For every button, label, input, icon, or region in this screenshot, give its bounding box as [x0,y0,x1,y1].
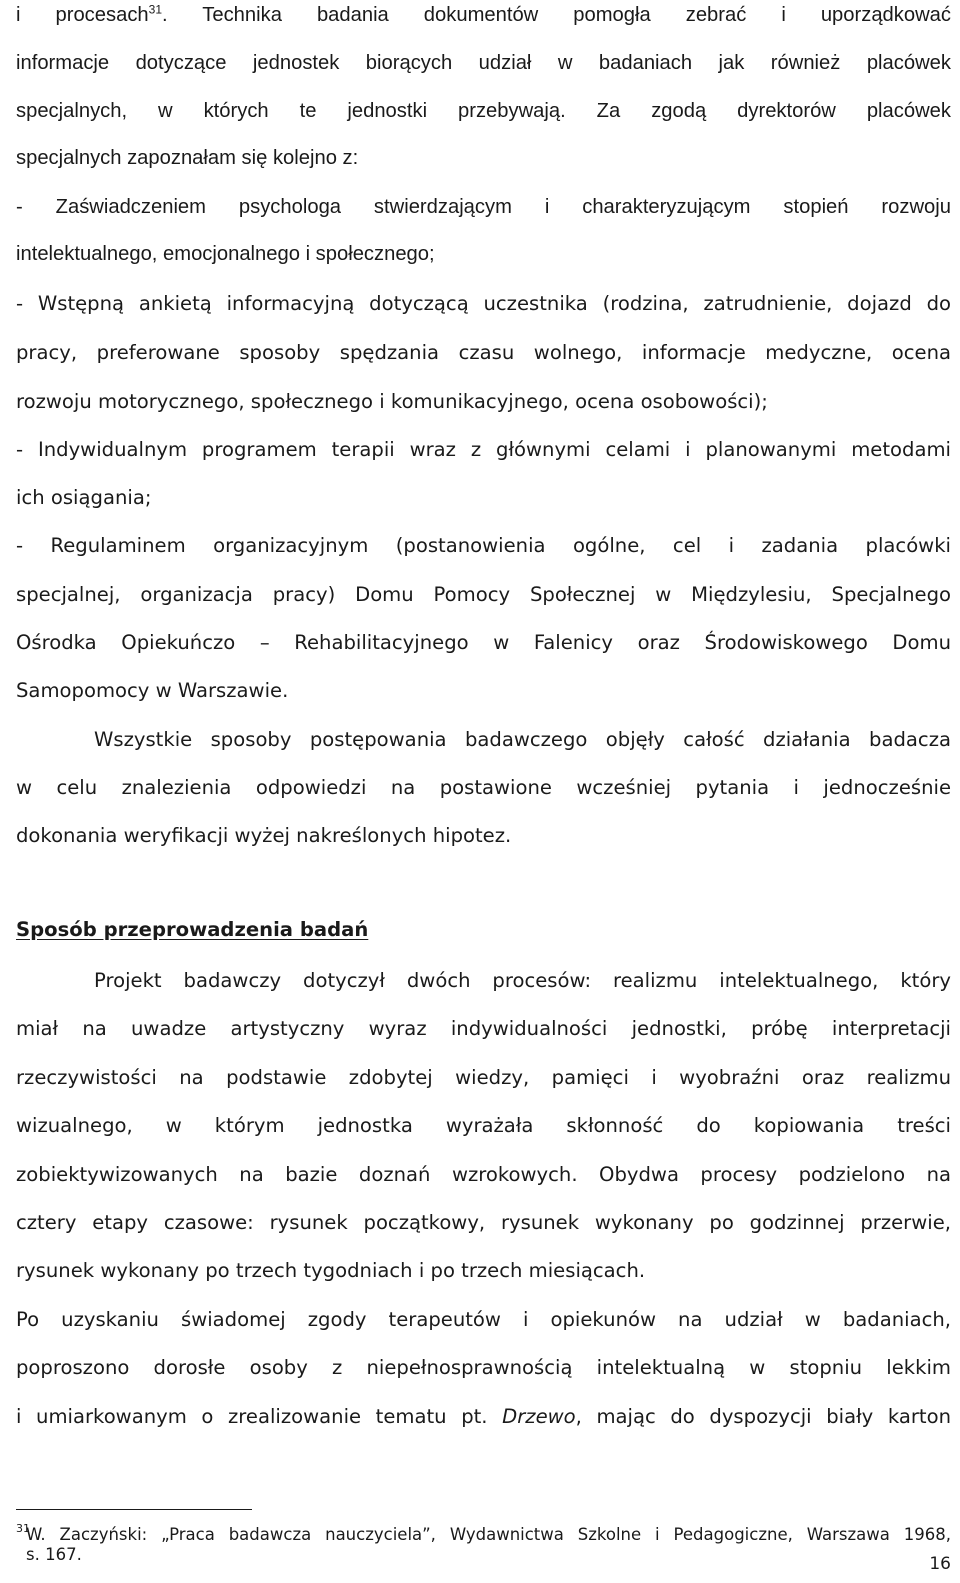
paragraph-line: informacje dotyczące jednostek biorących udział w badaniach jak również placówek [16,52,951,74]
footnote-line: s. 167. [26,1545,82,1564]
paragraph-line: miał na uwadze artystyczny wyraz indywidualności jednostki, próbę interpretacji [16,1017,951,1040]
paragraph-line: specjalnych, w których te jednostki przebywają. Za zgodą dyrektorów placówek [16,100,951,122]
list-item-line: - Regulaminem organizacyjnym (postanowienia ogólne, cel i zadania placówki [16,534,951,557]
paragraph-line: wizualnego, w którym jednostka wyrażała skłonność do kopiowania treści [16,1114,951,1137]
section-heading: Sposób przeprowadzenia badań [16,918,369,941]
paragraph-line: rysunek wykonany po trzech tygodniach i po trzech miesiącach. [16,1259,646,1282]
paragraph-line: specjalnych zapoznałam się kolejno z: [16,147,359,169]
text-span: , mając do dyspozycji biały karton [575,1405,951,1428]
italic-title: Drzewo [502,1405,576,1428]
paragraph-line [16,2,951,28]
list-item-line: ich osiągania; [16,486,152,509]
paragraph-line: rzeczywistości na podstawie zdobytej wiedzy, pamięci i wyobraźni oraz realizmu [16,1066,951,1089]
paragraph-line: Po uzyskaniu świadomej zgody terapeutów i opiekunów na udział w badaniach, [16,1308,951,1331]
text-span: . Technika badania dokumentów pomogła zebrać i uporządkować [162,4,951,26]
list-item-line: - Indywidualnym programem terapii wraz z głównymi celami i planowanymi metodami [16,438,951,461]
footnote-number: 31 [16,1522,30,1535]
text-span: i umiarkowanym o zrealizowanie tematu pt. [16,1405,503,1428]
list-item-line: - Zaświadczeniem psychologa stwierdzającym i charakteryzującym stopień rozwoju [16,196,951,218]
list-item-line: rozwoju motorycznego, społecznego i komunikacyjnego, ocena osobowości); [16,390,768,413]
paragraph-line: zobiektywizowanych na bazie doznań wzrokowych. Obydwa procesy podzielono na [16,1163,951,1186]
paragraph-line: Projekt badawczy dotyczył dwóch procesów: realizmu intelektualnego, który [94,969,951,992]
text-span: i procesach [16,4,149,26]
paragraph-line [16,1404,951,1430]
list-item-line: intelektualnego, emocjonalnego i społecznego; [16,243,435,265]
list-item-line: - Wstępną ankietą informacyjną dotyczącą uczestnika (rodzina, zatrudnienie, dojazd do [16,292,951,315]
footnote-separator [16,1509,252,1510]
list-item-line: Ośrodka Opiekuńczo – Rehabilitacyjnego w Falenicy oraz Środowiskowego Domu [16,631,951,654]
footnote-line: W. Zaczyński: „Praca badawcza nauczyciela”, Wydawnictwa Szkolne i Pedagogiczne, Warszawa 1968, [26,1525,951,1544]
list-item-line: Samopomocy w Warszawie. [16,679,289,702]
paragraph-line: w celu znalezienia odpowiedzi na postawione wcześniej pytania i jednocześnie [16,776,951,799]
list-item-line: specjalnej, organizacja pracy) Domu Pomocy Społecznej w Międzylesiu, Specjalnego [16,583,951,606]
paragraph-line: dokonania weryfikacji wyżej nakreślonych hipotez. [16,824,512,847]
paragraph-line: Wszystkie sposoby postępowania badawczego objęły całość działania badacza [94,728,951,751]
footnote [16,1522,951,1565]
paragraph-line: poproszono dorosłe osoby z niepełnosprawnością intelektualną w stopniu lekkim [16,1356,951,1379]
paragraph-line: cztery etapy czasowe: rysunek początkowy, rysunek wykonany po godzinnej przerwie, [16,1211,951,1234]
footnote-reference[interactable]: 31 [148,2,162,17]
document-page [16,0,951,1583]
page-number: 16 [929,1554,951,1574]
list-item-line: pracy, preferowane sposoby spędzania czasu wolnego, informacje medyczne, ocena [16,341,951,364]
